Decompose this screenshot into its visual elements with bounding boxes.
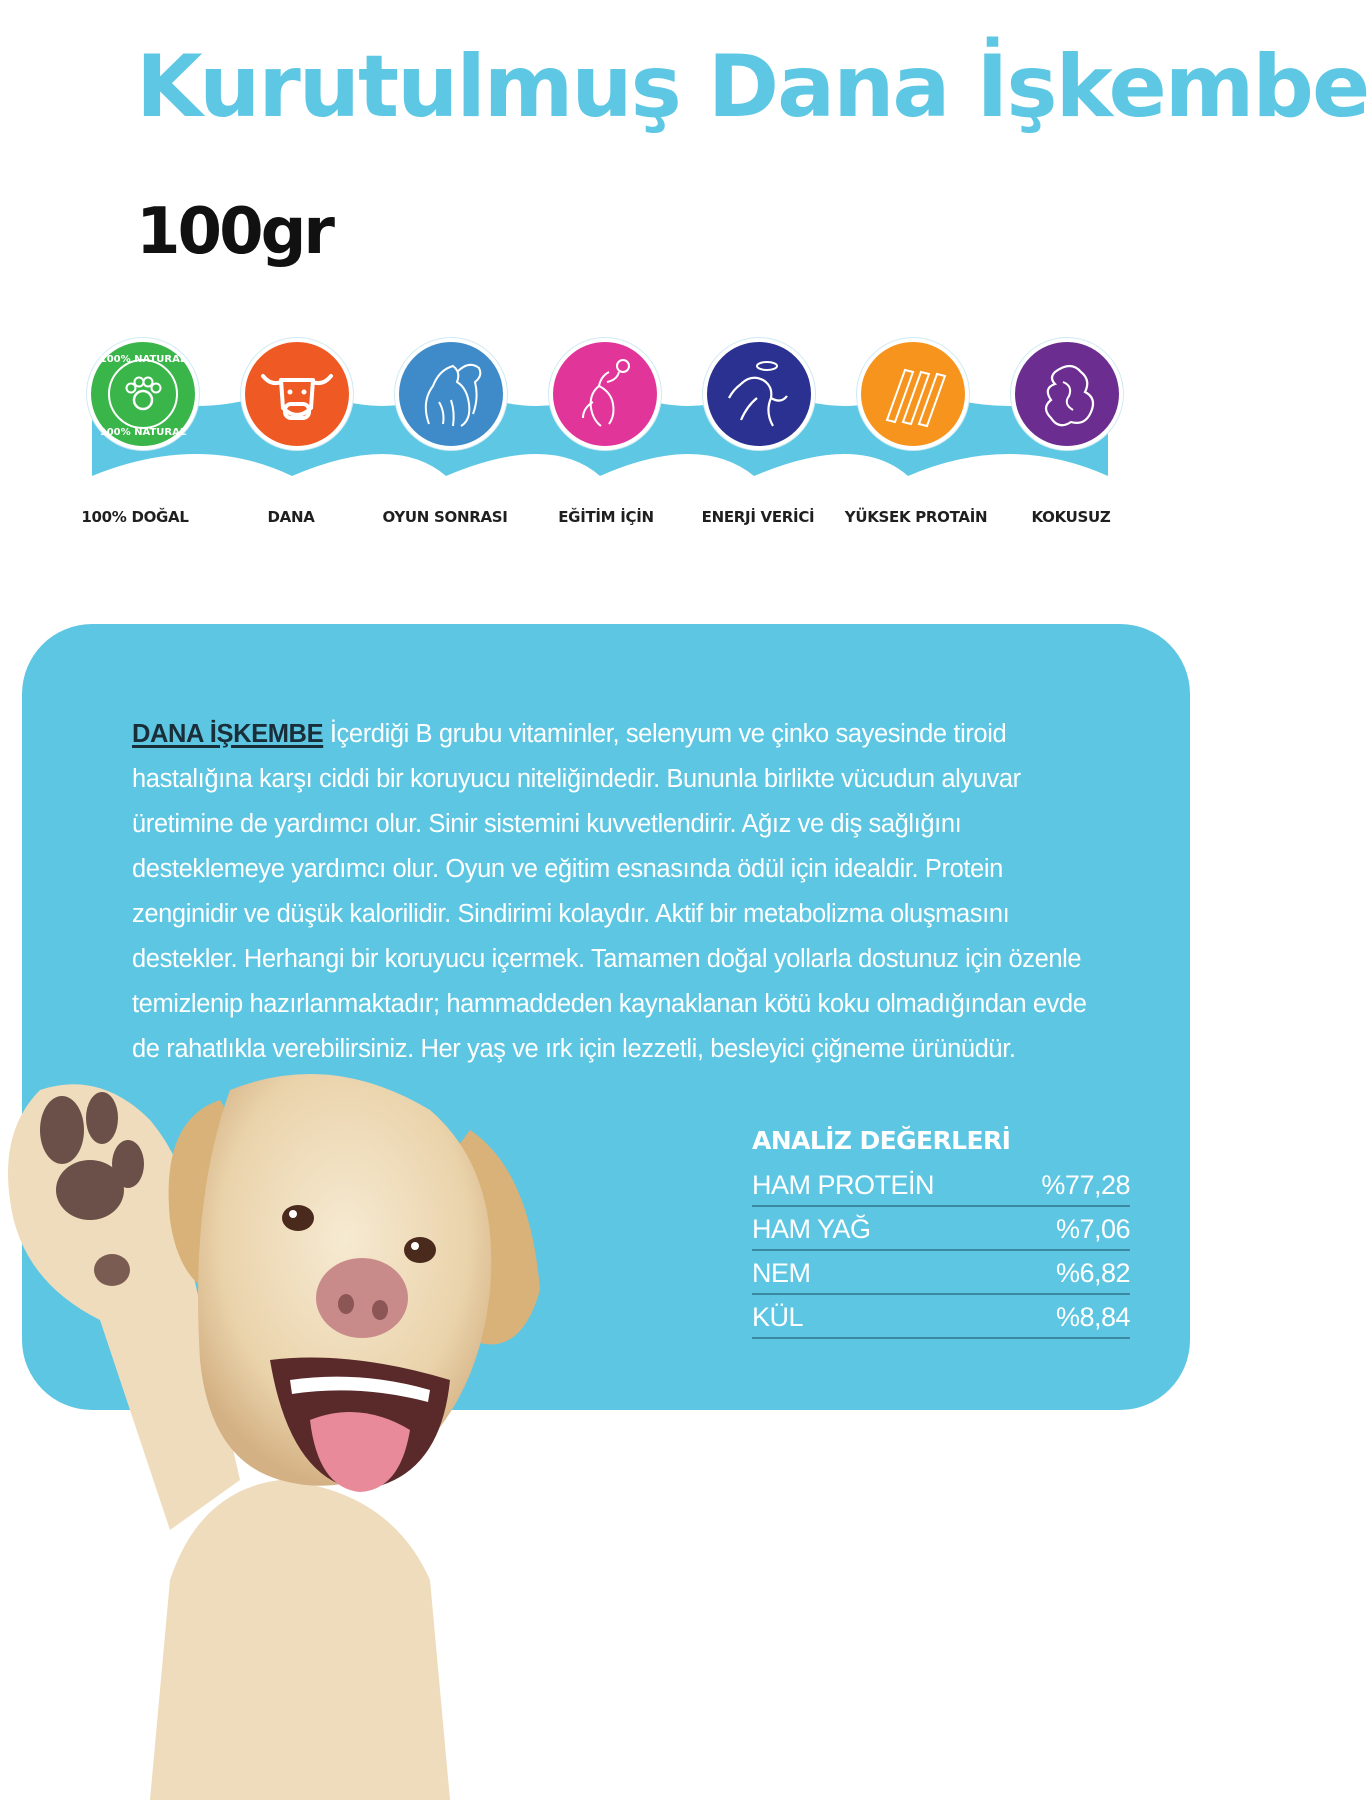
analysis-value: %8,84 bbox=[1055, 1302, 1130, 1332]
dog-photo bbox=[0, 1060, 560, 1800]
feature-label-training: EĞİTİM İÇİN bbox=[558, 508, 654, 526]
natural-badge bbox=[87, 338, 199, 450]
ring-text-bottom: 100% NATURAL bbox=[99, 427, 187, 438]
paw-pad bbox=[56, 1160, 124, 1220]
description-body: İçerdiği B grubu vitaminler, selenyum ve çinko sayesinde tiroid hastalığına karşı ciddi bir koruyucu niteliğindedir. Bununla birlikte vücudun alyuvar üretimine de yardımcı olur. Sinir sistemini kuvvetlendirir. Ağız ve diş sağlığını desteklemeye yardımcı olur. Oyun ve eğitim esnasında ödül için idealdir. Protein zenginidir ve düşük kalorilidir. Sindirimi kolaydır. Aktif bir metabolizma oluşmasını destekler. Herhangi bir koruyucu içermek. Tamamen doğal yollarla dostunuz için özenle temizlenip hazırlanmaktadır; hammaddeden kaynaklanan kötü koku olmadığından evde de rahatlıkla verebilirsiniz. Her yaş ve ırk için lezzetli, besleyici çiğneme ürünüdür. bbox=[132, 720, 1087, 1063]
analysis-table bbox=[752, 1126, 1130, 1339]
energy-badge bbox=[703, 338, 815, 450]
paw-pad bbox=[40, 1096, 84, 1164]
paw-pad bbox=[86, 1092, 118, 1144]
feature-label-natural: 100% DOĞAL bbox=[81, 508, 189, 526]
training-badge bbox=[549, 338, 661, 450]
product-weight: 100gr bbox=[136, 195, 332, 269]
playing-dogs-icon bbox=[399, 342, 503, 446]
cow-badge bbox=[241, 338, 353, 450]
cow-head-icon bbox=[245, 342, 349, 446]
product-description bbox=[132, 712, 1092, 1072]
analysis-name: KÜL bbox=[752, 1302, 804, 1332]
analysis-row bbox=[752, 1163, 1130, 1207]
feature-label-odorless: KOKUSUZ bbox=[1031, 508, 1111, 526]
analysis-name: NEM bbox=[752, 1258, 811, 1288]
odorless-badge bbox=[1011, 338, 1123, 450]
dog-nose bbox=[316, 1258, 408, 1338]
dog-eye-right bbox=[404, 1237, 436, 1263]
paw-pad bbox=[94, 1254, 130, 1286]
product-title: Kurutulmuş Dana İşkembe bbox=[136, 37, 1368, 137]
paw-natural-icon bbox=[91, 342, 195, 446]
dog-body bbox=[150, 1480, 450, 1800]
dog-eye-left bbox=[282, 1205, 314, 1231]
analysis-name: HAM PROTEİN bbox=[752, 1170, 935, 1200]
analysis-row bbox=[752, 1207, 1130, 1251]
jerky-strips-icon bbox=[861, 342, 965, 446]
feature-label-protein: YÜKSEK PROTAİN bbox=[844, 508, 988, 526]
analysis-value: %77,28 bbox=[1041, 1170, 1130, 1200]
dog-training-icon bbox=[553, 342, 657, 446]
feature-label-beef: DANA bbox=[267, 508, 315, 526]
tripe-icon bbox=[1015, 342, 1119, 446]
analysis-row bbox=[752, 1295, 1130, 1339]
analysis-name: HAM YAĞ bbox=[752, 1214, 871, 1244]
analysis-value: %7,06 bbox=[1055, 1214, 1130, 1244]
protein-badge bbox=[857, 338, 969, 450]
analysis-title: ANALİZ DEĞERLERİ bbox=[752, 1126, 1011, 1155]
play-badge bbox=[395, 338, 507, 450]
description-lead: DANA İŞKEMBE bbox=[132, 720, 324, 748]
energetic-dog-icon bbox=[707, 342, 811, 446]
analysis-value: %6,82 bbox=[1055, 1258, 1130, 1288]
feature-label-energy: ENERJİ VERİCİ bbox=[701, 508, 815, 526]
feature-label-after-play: OYUN SONRASI bbox=[382, 508, 508, 526]
analysis-row bbox=[752, 1251, 1130, 1295]
ring-text-top: 100% NATURAL bbox=[99, 354, 187, 365]
